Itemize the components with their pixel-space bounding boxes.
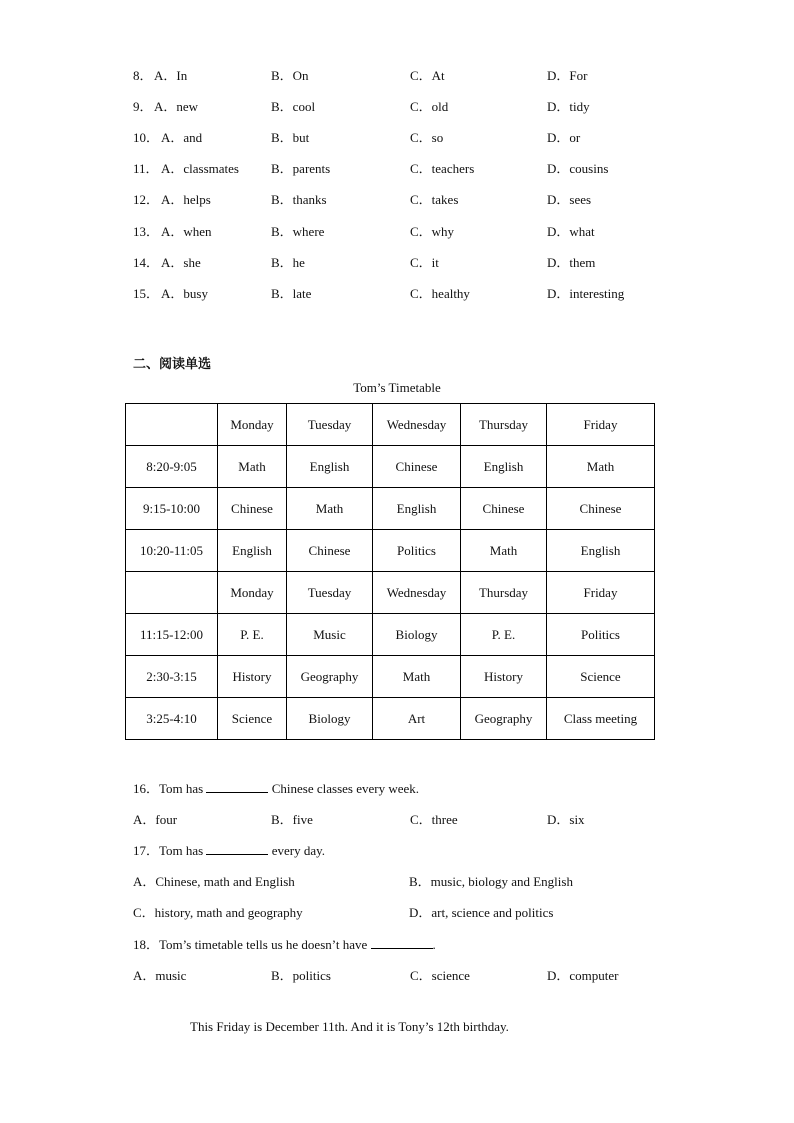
option-c[interactable]: C．science [410, 968, 470, 983]
option-b[interactable]: B．late [271, 285, 312, 301]
option-d[interactable]: D．sees [547, 192, 592, 208]
timetable-row [126, 488, 655, 530]
subject-cell: Chinese [373, 446, 461, 488]
question-number: 11． [133, 161, 159, 177]
subject-cell: P. E. [461, 614, 547, 656]
subject-cell: History [461, 656, 547, 698]
option-d[interactable]: D．cousins [547, 161, 609, 177]
question-17-options-row-1 [133, 873, 693, 891]
option-d[interactable]: D．six [547, 812, 585, 827]
option-c[interactable]: C．old [410, 99, 449, 115]
option-d[interactable]: D．For [547, 68, 588, 83]
subject-cell: English [547, 530, 655, 572]
cloze-question-row [133, 191, 693, 209]
option-d[interactable]: D．them [547, 254, 596, 270]
subject-cell: Math [373, 656, 461, 698]
subject-cell: Math [218, 446, 287, 488]
question-16-options [133, 811, 693, 829]
option-a[interactable]: A．she [161, 254, 201, 270]
subject-cell: English [461, 446, 547, 488]
option-b[interactable]: B．On [271, 68, 309, 83]
option-c[interactable]: C．why [410, 223, 455, 239]
subject-cell: Class meeting [547, 698, 655, 740]
option-b[interactable]: B．politics [271, 968, 331, 983]
day-header-cell: Wednesday [373, 404, 461, 446]
option-a[interactable]: A．four [133, 812, 178, 827]
subject-cell: English [287, 446, 373, 488]
subject-cell: Science [218, 698, 287, 740]
day-header-cell: Thursday [461, 404, 547, 446]
option-c[interactable]: C．takes [410, 192, 459, 208]
time-cell: 8:20-9:05 [126, 446, 218, 488]
subject-cell: P. E. [218, 614, 287, 656]
cloze-question-row [133, 285, 693, 303]
option-b[interactable]: B．but [271, 130, 310, 146]
timetable-row [126, 698, 655, 740]
option-c[interactable]: C．it [410, 254, 439, 270]
section-heading: 二、阅读单选 [133, 357, 212, 372]
timetable-row [126, 572, 655, 614]
cloze-question-row [133, 254, 693, 272]
question-18-stem: 18．Tom’s timetable tells us he doesn’t have . [133, 937, 436, 952]
cloze-question-row [133, 129, 693, 147]
subject-cell: English [373, 488, 461, 530]
option-c[interactable]: C．At [410, 68, 445, 83]
question-17-stem: 17．Tom has every day. [133, 843, 326, 858]
day-header-cell: Monday [218, 572, 287, 614]
day-header-cell: Friday [547, 404, 655, 446]
passage-line: This Friday is December 11th. And it is Tony’s 12th birthday. [190, 1019, 509, 1034]
timetable-row [126, 404, 655, 446]
option-c[interactable]: C．history, math and geography [133, 905, 303, 920]
cloze-question-row [133, 67, 693, 85]
day-header-cell: Friday [547, 572, 655, 614]
option-b[interactable]: B．parents [271, 161, 331, 177]
cloze-question-row [133, 98, 693, 116]
subject-cell: Math [287, 488, 373, 530]
option-d[interactable]: D．art, science and politics [409, 905, 554, 920]
option-c[interactable]: C．three [410, 812, 458, 827]
option-a[interactable]: A．In [154, 68, 188, 83]
subject-cell: History [218, 656, 287, 698]
question-number: 14． [133, 254, 160, 270]
option-d[interactable]: D．what [547, 223, 595, 239]
table-title: Tom’s Timetable [353, 380, 441, 395]
question-number: 10． [133, 130, 160, 146]
option-c[interactable]: C．so [410, 130, 444, 146]
question-number: 15． [133, 285, 160, 301]
option-a[interactable]: A．new [154, 99, 199, 115]
subject-cell: Chinese [461, 488, 547, 530]
option-a[interactable]: A．and [161, 130, 203, 146]
subject-cell: Math [547, 446, 655, 488]
subject-cell: Art [373, 698, 461, 740]
timetable-row [126, 614, 655, 656]
day-header-cell: Tuesday [287, 404, 373, 446]
option-b[interactable]: B．where [271, 223, 325, 239]
option-d[interactable]: D．interesting [547, 285, 625, 301]
option-d[interactable]: D．tidy [547, 99, 590, 115]
answer-blank [206, 780, 268, 793]
subject-cell: Music [287, 614, 373, 656]
time-cell [126, 572, 218, 614]
option-b[interactable]: B．music, biology and English [409, 874, 573, 889]
option-a[interactable]: A．music [133, 968, 187, 983]
answer-blank [371, 936, 433, 949]
answer-blank [206, 842, 268, 855]
question-18-options [133, 967, 693, 985]
subject-cell: Chinese [547, 488, 655, 530]
subject-cell: Biology [287, 698, 373, 740]
question-17-options-row-2 [133, 904, 693, 922]
timetable-row [126, 446, 655, 488]
time-cell: 10:20-11:05 [126, 530, 218, 572]
question-number: 8． [133, 68, 153, 83]
option-a[interactable]: A．Chinese, math and English [133, 874, 295, 889]
subject-cell: Math [461, 530, 547, 572]
subject-cell: Chinese [218, 488, 287, 530]
cloze-question-row [133, 160, 693, 178]
option-c[interactable]: C．healthy [410, 285, 470, 301]
option-d[interactable]: D．computer [547, 968, 619, 983]
question-number: 13． [133, 223, 160, 239]
time-cell: 2:30-3:15 [126, 656, 218, 698]
option-c[interactable]: C．teachers [410, 161, 475, 177]
question-number: 12． [133, 192, 160, 208]
subject-cell: Chinese [287, 530, 373, 572]
option-b[interactable]: B．cool [271, 99, 316, 115]
subject-cell: English [218, 530, 287, 572]
time-cell: 3:25-4:10 [126, 698, 218, 740]
question-number: 9． [133, 99, 153, 115]
day-header-cell: Thursday [461, 572, 547, 614]
timetable-row [126, 656, 655, 698]
option-a[interactable]: A．helps [161, 192, 211, 208]
option-a[interactable]: A．when [161, 223, 212, 239]
option-b[interactable]: B．five [271, 812, 313, 827]
day-header-cell: Wednesday [373, 572, 461, 614]
day-header-cell: Monday [218, 404, 287, 446]
subject-cell: Science [547, 656, 655, 698]
option-d[interactable]: D．or [547, 130, 581, 146]
subject-cell: Biology [373, 614, 461, 656]
time-cell: 9:15-10:00 [126, 488, 218, 530]
time-cell [126, 404, 218, 446]
option-a[interactable]: A．busy [161, 285, 208, 301]
option-a[interactable]: A．classmates [161, 161, 239, 177]
subject-cell: Geography [461, 698, 547, 740]
option-b[interactable]: B．thanks [271, 192, 327, 208]
subject-cell: Geography [287, 656, 373, 698]
subject-cell: Politics [373, 530, 461, 572]
question-16-stem: 16．Tom has Chinese classes every week. [133, 781, 420, 796]
timetable [125, 403, 655, 740]
day-header-cell: Tuesday [287, 572, 373, 614]
time-cell: 11:15-12:00 [126, 614, 218, 656]
option-b[interactable]: B．he [271, 254, 305, 270]
cloze-question-row [133, 223, 693, 241]
subject-cell: Politics [547, 614, 655, 656]
timetable-row [126, 530, 655, 572]
